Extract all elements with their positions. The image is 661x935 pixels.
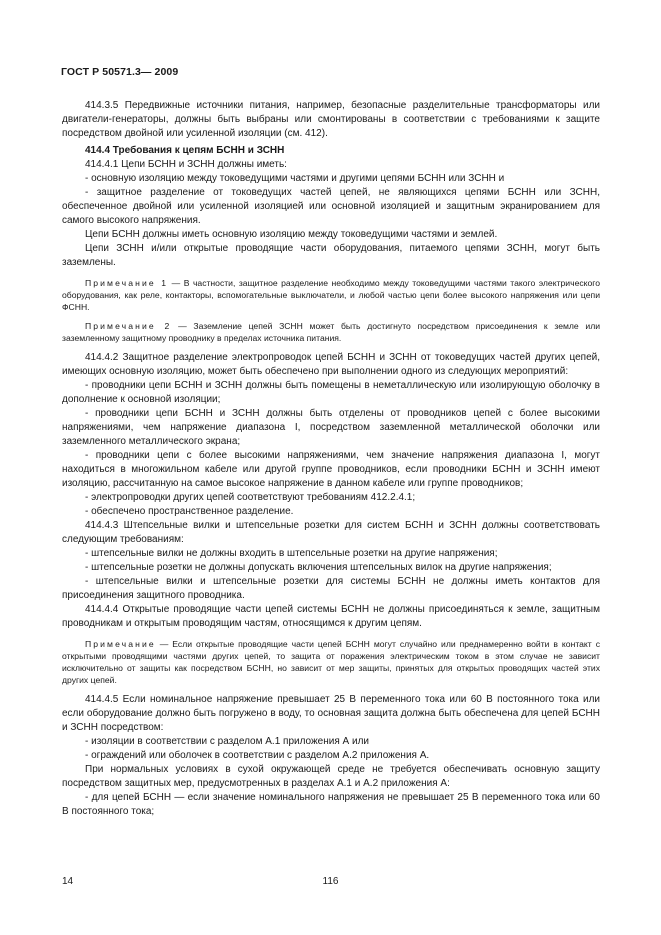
- paragraph: Цепи БСНН должны иметь основную изоляцию между токоведущими частями и землей.: [85, 229, 498, 240]
- note-3: [62, 638, 600, 686]
- paragraph: 414.4.4 Открытые проводящие части цепей системы БСНН не должны присоединяться к земле, защитным проводникам и открытым проводящим частям, относящимся к другим цепям.: [62, 604, 600, 629]
- paragraph: 414.4.5 Если номинальное напряжение превышает 25 В переменного тока или 60 В постоянного тока или если оборудование должно быть погружено в воду, то основная защита должна быть обеспечена для цепей БСНН и ЗСНН посредством:: [62, 694, 600, 733]
- list-item: - защитное разделение от токоведущих частей цепей, не являющихся цепями БСНН или ЗСНН, обеспеченное двойной или усиленной изоляцией или основной изоляцией и защитным экранированием для самого высокого напряжения.: [62, 187, 600, 226]
- list-item: - штепсельные вилки и штепсельные розетки для системы БСНН не должны иметь контактов для присоединения защитного проводника.: [62, 576, 600, 601]
- list-item: - штепсельные вилки не должны входить в штепсельные розетки на другие напряжения;: [85, 548, 498, 559]
- note-text: — В частности, защитное разделение необходимо между токоведущими частями такого электрического оборудования, как реле, контакторы, вспомогательные выключатели, и любой частью цепи более высокого напряжения или цепи ФСНН.: [62, 278, 601, 312]
- standard-header: ГОСТ Р 50571.3— 2009: [61, 66, 179, 78]
- section-heading: 414.4 Требования к цепям БСНН и ЗСНН: [85, 145, 285, 156]
- list-item: - изоляции в соответствии с разделом А.1 приложения А или: [85, 736, 369, 747]
- note-1: [62, 277, 600, 313]
- paragraph: 414.4.1 Цепи БСНН и ЗСНН должны иметь:: [85, 159, 287, 170]
- list-item: - электропроводки других цепей соответствуют требованиям 412.2.4.1;: [85, 492, 416, 503]
- list-item: - ограждений или оболочек в соответствии с разделом А.2 приложения А.: [85, 750, 430, 761]
- note-label: Примечание: [85, 639, 156, 649]
- list-item: - обеспечено пространственное разделение.: [85, 506, 294, 517]
- list-item: - штепсельные розетки не должны допускать включения штепсельных вилок на другие напряжения;: [85, 562, 552, 573]
- note-text: — Если открытые проводящие части цепей БСНН могут случайно или преднамеренно войти в контакт с открытыми проводящими частями других цепей, то защита от поражения электрическим током в этом случае не зависит исключительно от защиты как посредством БСНН, но зависит от мер защиты, принятых для открытых проводящих частей этих других цепей.: [62, 639, 600, 685]
- list-item: - основную изоляцию между токоведущими частями и другими цепями БСНН или ЗСНН и: [85, 173, 505, 184]
- list-item: - проводники цепи с более высокими напряжениями, чем значение напряжения диапазона I, могут находиться в многожильном кабеле или другой группе проводников, если проводники БСНН и ЗСНН имеют изоляцию, рассчитанную на самое высокое напряжение в данном кабеле или группе проводников;: [62, 450, 600, 489]
- document-body: [62, 99, 600, 819]
- paragraph: При нормальных условиях в сухой окружающей среде не требуется обеспечивать основную защиту посредством защитных мер, предусмотренных в разделах А.1 и А.2 приложения А:: [62, 764, 600, 789]
- note-label: Примечание 2: [85, 321, 172, 331]
- list-item: - проводники цепи БСНН и ЗСНН должны быть отделены от проводников цепей с более высокими напряжениями, чем напряжение диапазона I, посредством заземленной металлической оболочки или заземленного металлического экрана;: [62, 408, 600, 447]
- list-item: - проводники цепи БСНН и ЗСНН должны быть помещены в неметаллическую или изолирующую оболочку в дополнение к основной изоляции;: [62, 380, 600, 405]
- paragraph: 414.3.5 Передвижные источники питания, например, безопасные разделительные трансформаторы или двигатели-генераторы, должны быть выбраны или смонтированы в соответствии с требованиями к защите посредством двойной или усиленной изоляции (см. 412).: [62, 100, 600, 139]
- note-text: — Заземление цепей ЗСНН может быть достигнуто посредством присоединения к земле или заземленному защитному проводнику в пределах источника питания.: [62, 321, 601, 343]
- page-number-left: 14: [62, 876, 74, 887]
- page-number-center: 116: [322, 876, 339, 887]
- paragraph: 414.4.3 Штепсельные вилки и штепсельные розетки для систем БСНН и ЗСНН должны соответствовать следующим требованиям:: [62, 520, 600, 545]
- paragraph: Цепи ЗСНН и/или открытые проводящие части оборудования, питаемого цепями ЗСНН, могут быть заземлены.: [62, 243, 600, 268]
- note-label: Примечание 1: [85, 278, 169, 288]
- list-item: - для цепей БСНН — если значение номинального напряжения не превышает 25 В переменного тока или 60 В постоянного тока;: [62, 792, 600, 817]
- paragraph: 414.4.2 Защитное разделение электропроводок цепей БСНН и ЗСНН от токоведущих частей других цепей, имеющих основную изоляцию, может быть обеспечено при выполнении одного из следующих мероприятий:: [62, 352, 600, 377]
- note-2: [62, 320, 600, 344]
